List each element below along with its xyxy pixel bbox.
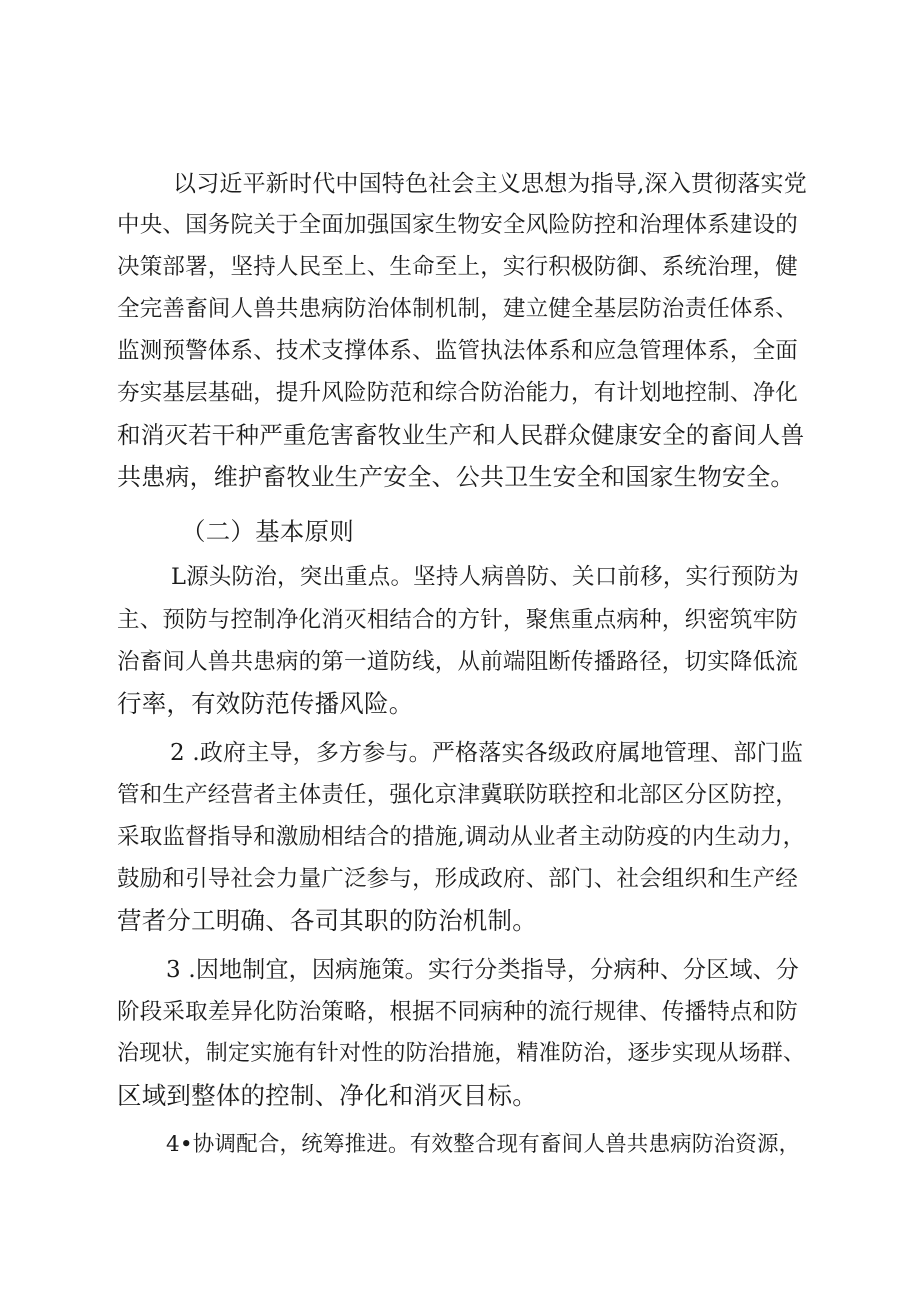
text-line: 管和生产经营者主体责任，强化京津冀联防联控和北部区分区防控， [117, 782, 799, 808]
text-line: L源头防治，突出重点。坚持人病兽防、关口前移，实行预防为 [171, 564, 800, 590]
text-line: 采取监督指导和激励相结合的措施,调动从业者主动防疫的内生动力， [117, 824, 806, 850]
text-line: 中央、国务院关于全面加强国家生物安全风险防控和治理体系建设的 [117, 212, 799, 238]
text-line: 阶段采取差异化防治策略，根据不同病种的流行规律、传播特点和防 [117, 999, 799, 1025]
text-line: 4•协调配合，统筹推进。有效整合现有畜间人兽共患病防治资源， [166, 1132, 801, 1157]
text-line: 主、预防与控制净化消灭相结合的方针，聚焦重点病种，织密筑牢防 [117, 607, 799, 633]
text-line: 区域到整体的控制、净化和消灭目标。 [117, 1081, 537, 1110]
text-line: 2 .政府主导，多方参与。严格落实各级政府属地管理、部门监 [170, 740, 804, 766]
text-line: 夯实基层基础，提升风险防范和综合防治能力，有计划地控制、净化 [117, 380, 799, 406]
text-line: 治畜间人兽共患病的第一道防线，从前端阻断传播路径，切实降低流 [117, 649, 799, 675]
text-line: 和消灭若干种严重危害畜牧业生产和人民群众健康安全的畜间人兽 [117, 421, 805, 449]
text-line: 治现状，制定实施有针对性的防治措施，精准防治，逐步实现从场群、 [117, 1041, 806, 1066]
text-line: 营者分工明确、各司其职的防治机制。 [117, 906, 537, 935]
text-line: 决策部署，坚持人民至上、生命至上，实行积极防御、系统治理，健 [117, 254, 799, 280]
text-line: 共患病，维护畜牧业生产安全、公共卫生安全和国家生物安全。 [117, 463, 795, 491]
text-line: 3 .因地制宜，因病施策。实行分类指导，分病种、分区域、分 [166, 957, 800, 983]
text-line: 监测预警体系、技术支撑体系、监管执法体系和应急管理体系，全面 [117, 338, 799, 364]
text-line: 以习近平新时代中国特色社会主义思想为指导,深入贯彻落实党 [173, 171, 807, 197]
text-line: 行率，有效防范传播风险。 [117, 689, 414, 718]
text-line: 全完善畜间人兽共患病防治体制机制，建立健全基层防治责任体系、 [117, 296, 799, 322]
section-heading: （二）基本原则 [181, 517, 354, 546]
text-line: 鼓励和引导社会力量广泛参与，形成政府、部门、社会组织和生产经 [117, 866, 799, 892]
